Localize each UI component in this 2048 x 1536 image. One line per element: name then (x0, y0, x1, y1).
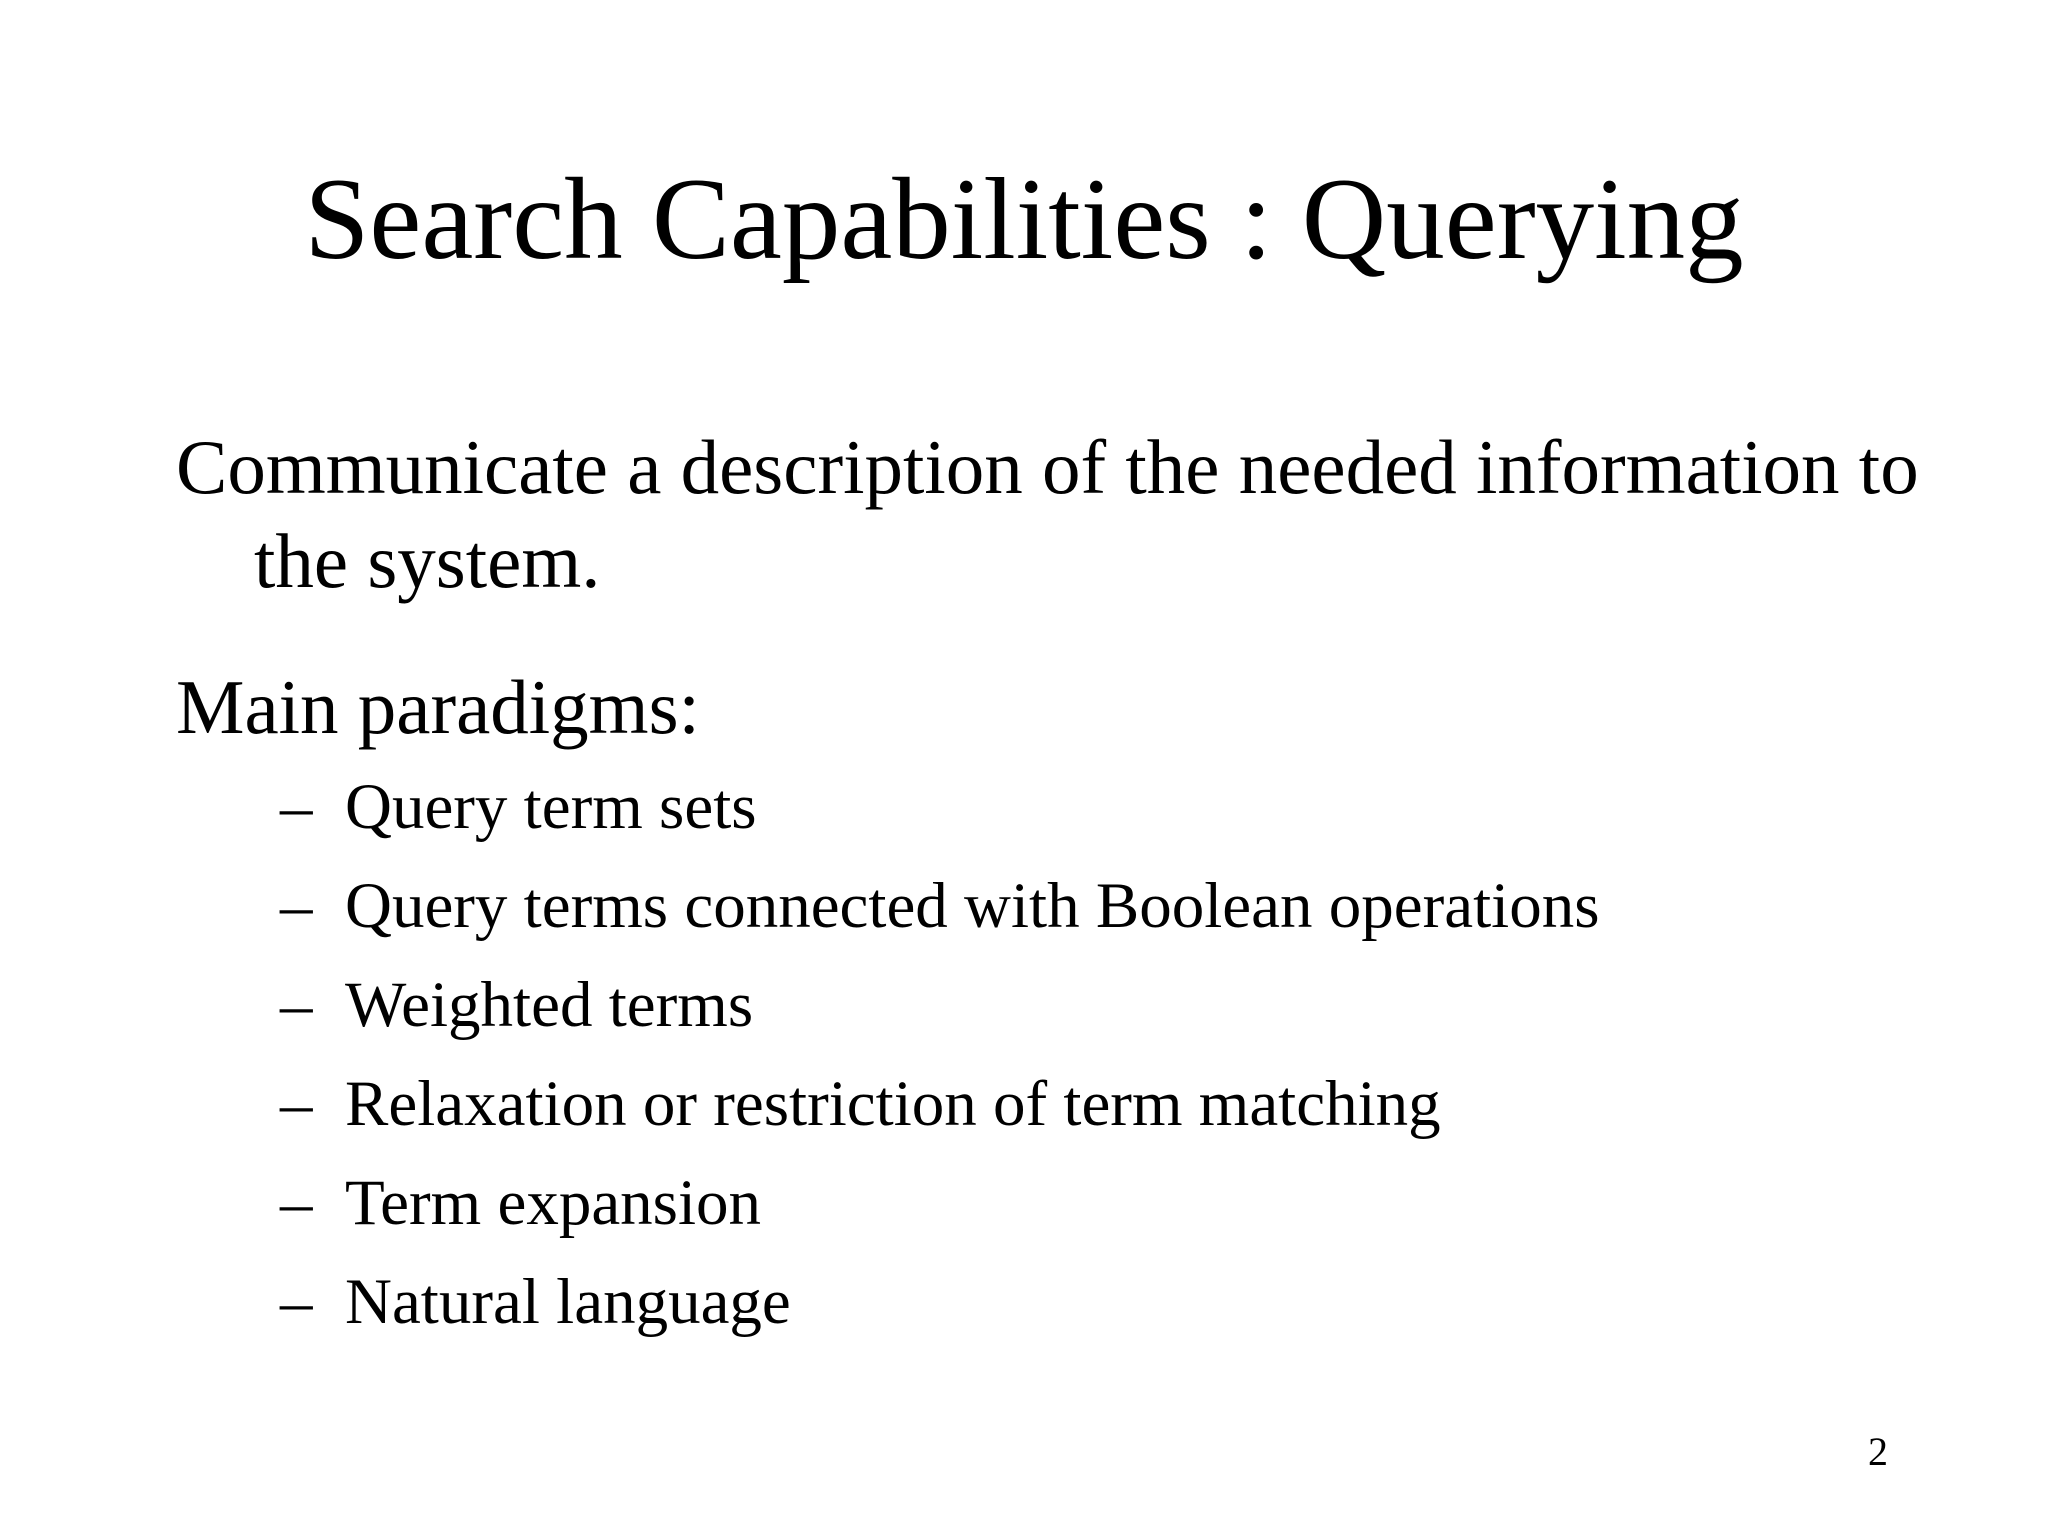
dash-bullet-icon: – (280, 969, 313, 1041)
list-item (280, 1253, 1976, 1352)
list-item-text: Relaxation or restriction of term matching (345, 1068, 1441, 1140)
dash-bullet-icon: – (280, 771, 313, 843)
slide-body (176, 420, 1976, 1352)
list-item-text: Weighted terms (345, 969, 754, 1041)
main-paradigms-heading: Main paradigms: (176, 664, 700, 750)
list-item (280, 758, 1976, 857)
list-item (280, 1055, 1976, 1154)
list-item-text: Term expansion (345, 1167, 762, 1239)
list-item (280, 857, 1976, 956)
dash-bullet-icon: – (280, 1068, 313, 1140)
dash-bullet-icon: – (280, 870, 313, 942)
slide-title: Search Capabilities : Querying (304, 155, 1744, 284)
list-item-text: Natural language (345, 1266, 791, 1338)
dash-bullet-icon: – (280, 1266, 313, 1338)
page-number: 2 (1868, 1429, 1888, 1474)
description-paragraph: Communicate a description of the needed information to the system. (176, 424, 1919, 604)
list-item (280, 956, 1976, 1055)
paradigm-list (176, 758, 1976, 1352)
list-item-text: Query term sets (345, 771, 757, 843)
list-item (280, 1154, 1976, 1253)
list-item-text: Query terms connected with Boolean operations (345, 870, 1600, 942)
dash-bullet-icon: – (280, 1167, 313, 1239)
